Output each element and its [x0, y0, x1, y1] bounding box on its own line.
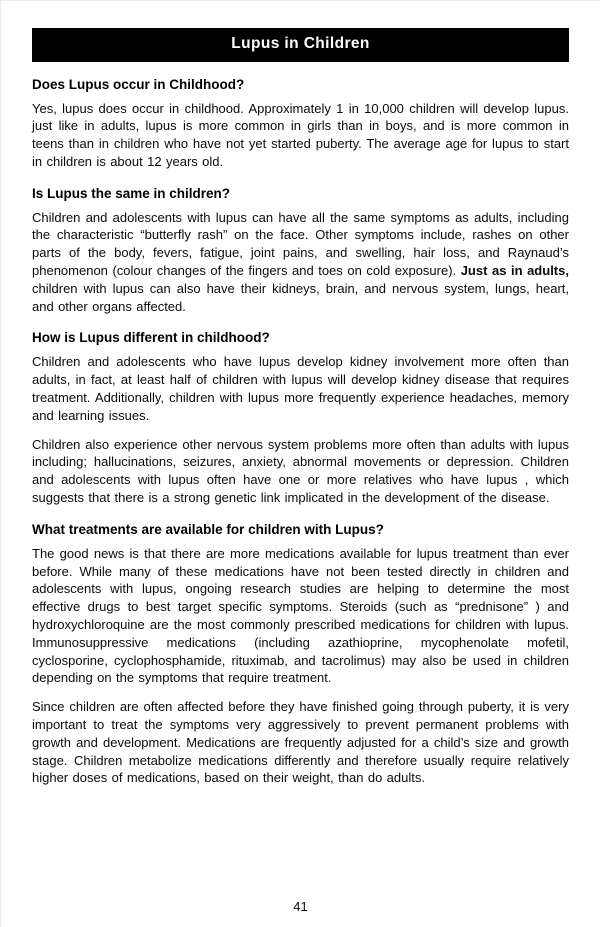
text-run: Children also experience other nervous system problems more often than adults with lupus including; hallucinations, seizures, anxiety, abnormal movements or depression. Children and adolescents with lupus often have one or more relatives who have lupus , which suggests that there is a strong genetic link implicated in the development of the disease.	[32, 436, 569, 506]
text-run: Children and adolescents with lupus can have all the same symptoms as adults, including the characteristic “butterfly rash” on the face. Other symptoms include, rashes on other parts of the body, fevers, fatigue, joint pains, and swelling, hair loss, and Raynaud’s phenomenon (colour changes of the fingers and toes on cold exposure).	[32, 209, 569, 279]
section-heading-how-is-lupus-different: How is Lupus different in childhood?	[32, 330, 270, 346]
paragraph	[32, 545, 569, 687]
text-run: Since children are often affected before they have finished going through puberty, it is very important to treat the symptoms very aggressively to prevent permanent problems with growth and development. Medications are frequently adjusted for a child’s size and growth stage. Children metabolize medications differently and therefore usually require relatively higher doses of medications, based on their weight, than do adults.	[32, 699, 569, 786]
text-run: Children and adolescents who have lupus develop kidney involvement more often than adults, in fact, at least half of children with lupus will develop kidney disease that requires treatment. Additionally, children with lupus more frequently experience headaches, memory and learning issues.	[32, 354, 569, 423]
text-run: children with lupus can also have their kidneys, brain, and nervous system, lungs, heart, and other organs affected.	[32, 280, 569, 314]
text-run-bold: Just as in adults,	[460, 263, 569, 279]
page-title: Lupus in Children	[231, 35, 370, 52]
text-run: The good news is that there are more medications available for lupus treatment than ever before. While many of these medications have not been tested directly in children and adolescents with lupus, ongoing research studies are helping to determine the most effective drugs to best target specific symptoms. Steroids (such as “prednisone” ) and hydroxychloroquine are the most commonly prescribed medications for children with lupus. Immunosuppressive medications (including azathioprine, mycophenolate mofetil, cyclosporine, cyclophosphamide, rituximab, and tacrolimus) may also be used in children depending on the symptoms that require treatment.	[32, 545, 569, 686]
text-run: Yes, lupus does occur in childhood. Approximately 1 in 10,000 children will develop lupus. just like in adults, lupus is more common in girls than in boys, and is more common in teens than in children who have not yet started puberty. The average age for lupus to start in children is about 12 years old.	[32, 100, 569, 169]
paragraph	[32, 698, 569, 787]
section-heading-does-lupus-occur: Does Lupus occur in Childhood?	[32, 76, 245, 92]
title-bar	[32, 28, 569, 62]
page-number: 41	[293, 899, 308, 914]
paragraph	[32, 209, 569, 316]
section-heading-treatments: What treatments are available for children with Lupus?	[32, 521, 384, 537]
section-heading-is-lupus-same: Is Lupus the same in children?	[32, 185, 231, 201]
paragraph	[32, 353, 569, 424]
paragraph	[32, 436, 569, 507]
paragraph	[32, 100, 569, 171]
